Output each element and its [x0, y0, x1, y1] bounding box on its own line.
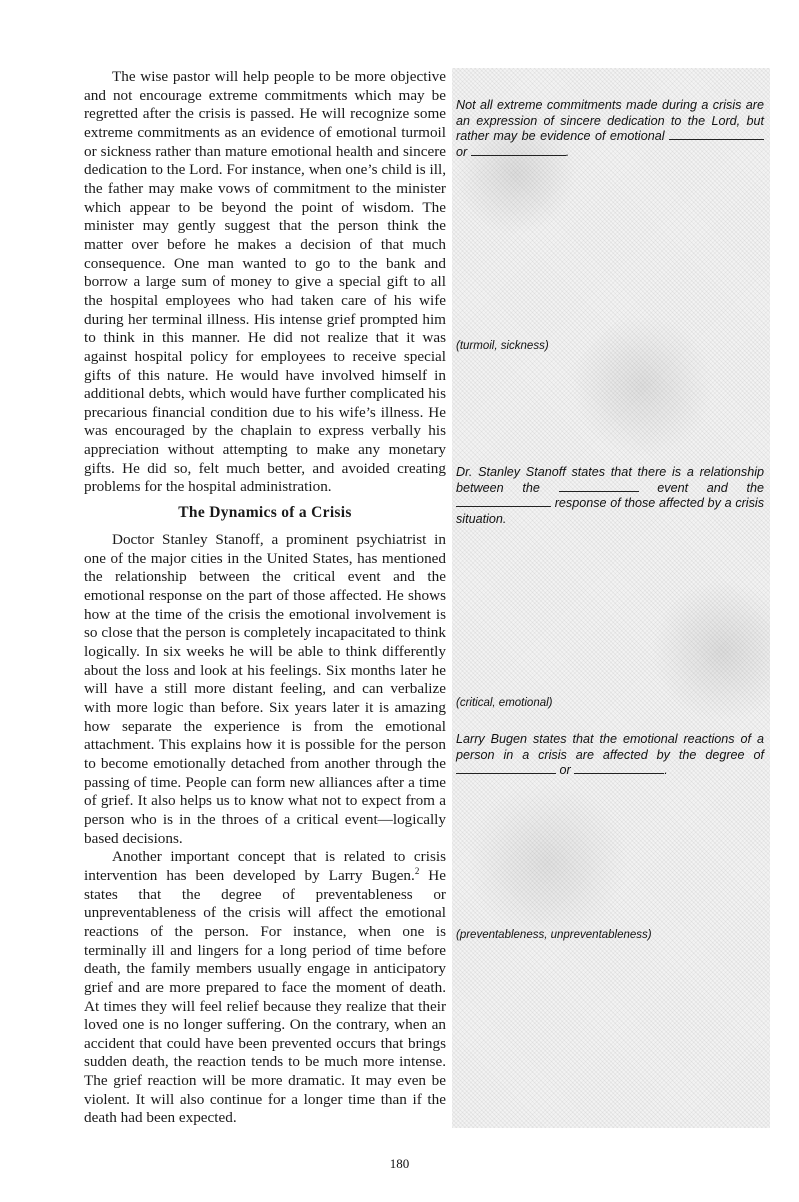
- answer-blank-1b[interactable]: [471, 145, 566, 156]
- paragraph-bugen-rest: He states that the degree of preventableness or unpreventableness of the crisis will affect the emotional reactions of the person. For instance, when one is terminally ill and lingers for a long period of time before death, the family members usually engage in anticipatory grief and are more prepared to face the moment of death. At times they will feel relief because they realize that their loved one is no longer suffering. On the contrary, when an accident that could have been prevented occurs that brings sudden death, the reaction tends to be much more intense. The grief reaction will be more dramatic. It may even be violent. It will also continue for a longer time than if the death had been expected.: [84, 866, 446, 1127]
- study-guide-sidebar: [452, 68, 770, 1128]
- study-question-3-connector: or: [559, 763, 571, 777]
- study-question-1: [456, 98, 764, 160]
- study-question-2-end: response of those affected by a crisis situation.: [456, 496, 764, 526]
- paragraph-bugen: [84, 848, 446, 1128]
- study-block-1: [456, 98, 764, 353]
- study-question-1-text: Not all extreme commitments made during a crisis are an expression of sincere dedication to the Lord, but rather may be evidence of emotional: [456, 98, 764, 143]
- main-text-column: [84, 68, 446, 1128]
- answer-blank-2b[interactable]: [456, 496, 551, 507]
- study-question-1-end: .: [565, 144, 570, 159]
- study-question-3-text: Larry Bugen states that the emotional reactions of a person in a crisis are affected by the degree of: [456, 732, 764, 762]
- paragraph-stanoff: Doctor Stanley Stanoff, a prominent psychiatrist in one of the major cities in the United States, has mentioned the relationship between the critical event and the emotional response on the part of those affected. He shows how at the time of the crisis the emotional involvement is so close that the person is completely incapacitated to think logically. In six weeks he will be able to think differently about the loss and look at his feelings. Six months later he will have a still more distant feeling, and can verbalize with more logic than before. Six years later it is amazing how separate the experience is from the emotional attachment. This explains how it is possible for the person to become emotionally detached from another through the passing of time. People can form new alliances after a time of grief. It also helps us to know what not to expect from a person who is in the throes of a critical event—logically based decisions.: [84, 531, 446, 847]
- answer-blank-3b[interactable]: [574, 763, 664, 774]
- study-block-3: [456, 732, 764, 942]
- paragraph-bugen-start: Another important concept that is related to crisis intervention has been developed by Larry Bugen.: [84, 848, 446, 884]
- page-columns: [84, 68, 770, 1128]
- paragraph-pastor: The wise pastor will help people to be more objective and not encourage extreme commitments which may be regretted after the crisis is passed. He will recognize some extreme commitments as an evidence of emotional turmoil or sickness rather than mature emotional health and sincere dedication to the Lord. For instance, when one’s child is ill, the father may make vows of commitment to the minister which appear to be beyond the point of wisdom. The minister may gently suggest that the person think the matter over before he makes a decision of that much consequence. One man wanted to go to the bank and borrow a large sum of money to give a special gift to all the hospital employees who had taken care of his wife during her terminal illness. His intense grief prompted him to think in this manner. He did not realize that it was against hospital policy for employees to receive special gifts of this nature. He would have involved himself in additional debts, which would have further complicated his precarious financial condition due to his wife’s illness. He was encouraged by the chaplain to express verbally his appreciation without attempting to make any monetary gifts. He did so, felt much better, and avoided creating problems for the hospital administration.: [84, 68, 446, 496]
- study-question-1-connector: or: [456, 144, 468, 159]
- study-question-2-connector: event and the: [657, 480, 765, 495]
- page-number: 180: [389, 1156, 410, 1172]
- study-question-2-text: Dr. Stanley Stanoff states that there is a relationship between the: [456, 465, 764, 495]
- study-answer-3: (preventableness, unpreventableness): [456, 929, 652, 941]
- answer-blank-3a[interactable]: [456, 763, 556, 774]
- answer-blank-2a[interactable]: [559, 481, 639, 492]
- study-block-2: [456, 465, 764, 710]
- study-question-3-end: .: [664, 763, 668, 777]
- study-question-2: [456, 465, 764, 527]
- answer-blank-1a[interactable]: [669, 129, 764, 140]
- footnote-marker: 2: [414, 865, 420, 876]
- study-answer-1: (turmoil, sickness): [456, 340, 549, 352]
- study-question-3: [456, 732, 764, 779]
- study-answer-2: (critical, emotional): [456, 697, 553, 709]
- section-heading: The Dynamics of a Crisis: [178, 504, 352, 522]
